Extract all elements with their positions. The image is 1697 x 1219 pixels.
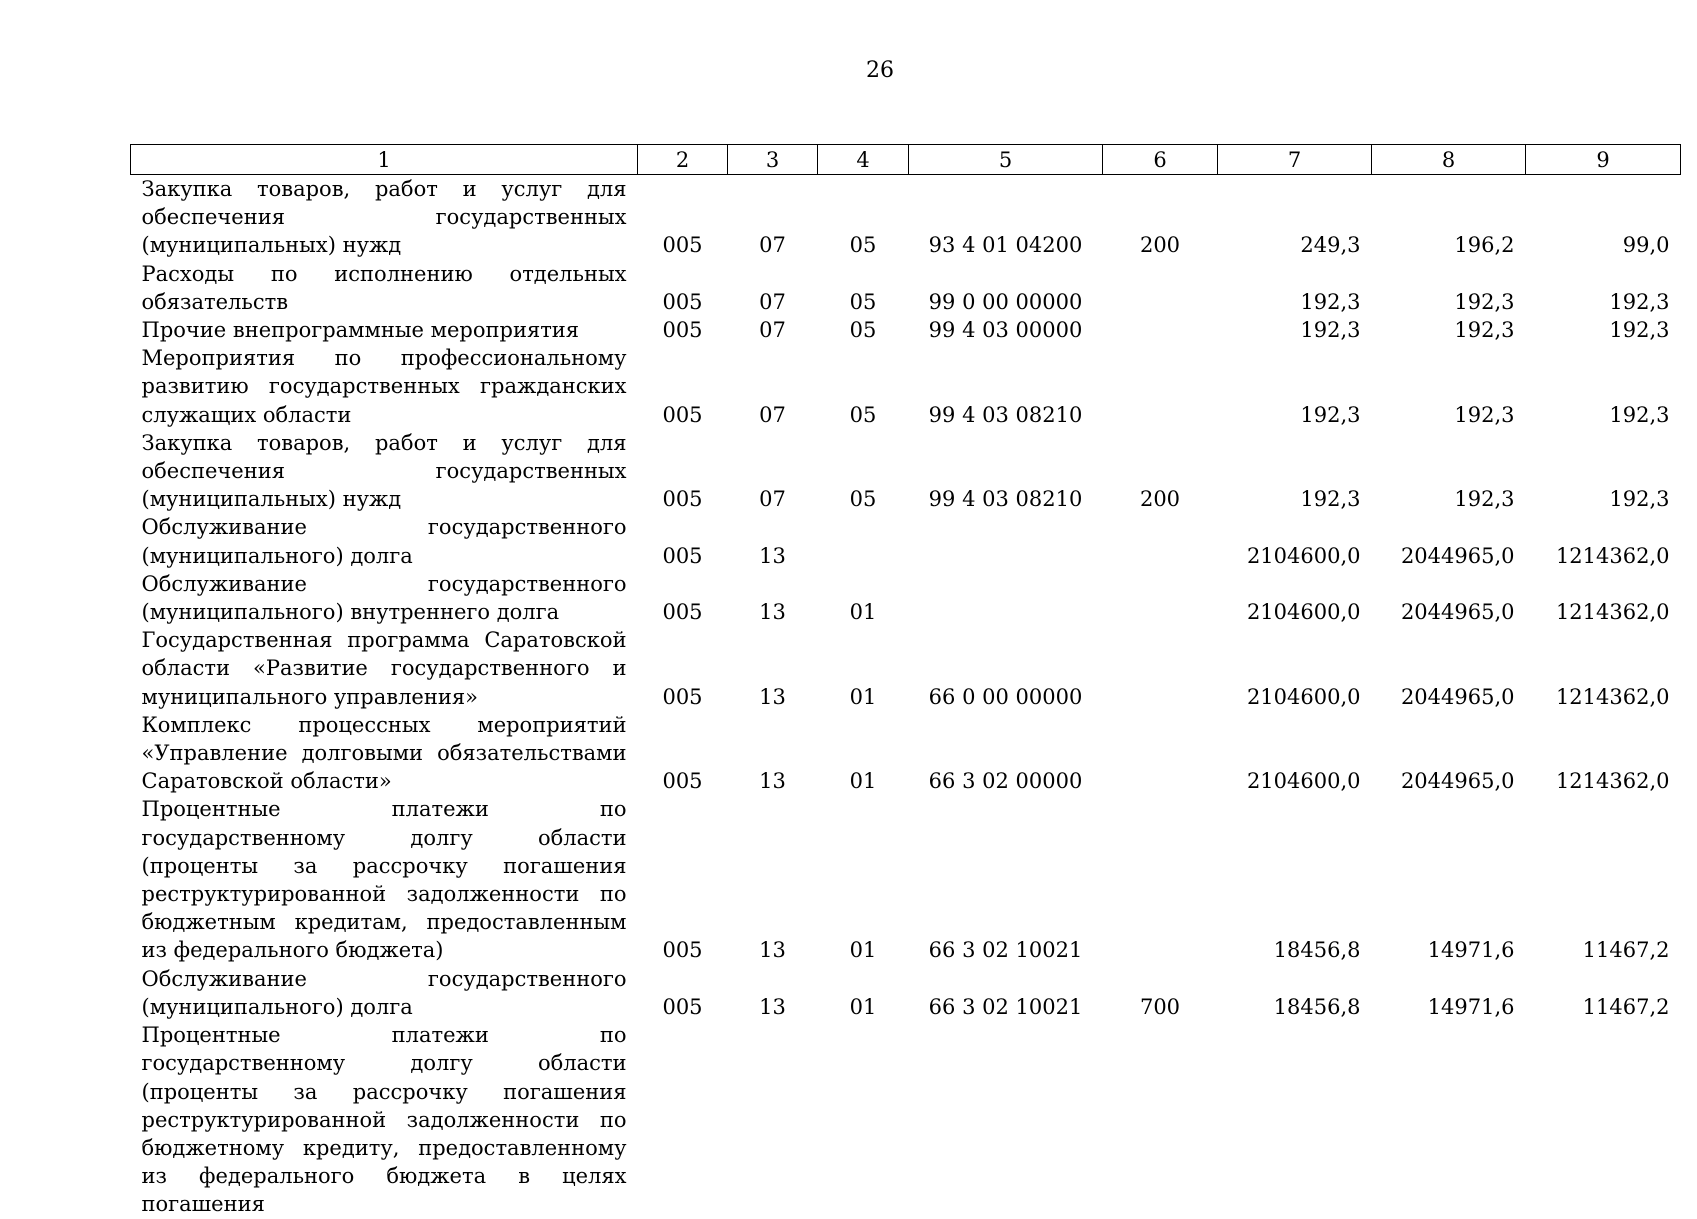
expense-type-code bbox=[1103, 316, 1218, 344]
amount-year-1: 192,3 bbox=[1300, 487, 1361, 512]
row-description: Обслуживание государственного (муниципального) долга bbox=[141, 966, 627, 1019]
ministry-code: 005 bbox=[662, 487, 703, 512]
table-row bbox=[131, 344, 1681, 429]
section-code: 07 bbox=[759, 402, 786, 427]
row-description: Процентные платежи по государственному долгу области (проценты за рассрочку погашения реструктурированной задолженности по бюджетному кредиту, предоставленному из федерального бюджета в целях погашения bbox=[141, 1023, 627, 1217]
ministry-code bbox=[638, 1021, 728, 1218]
amount-year-2: 192,3 bbox=[1454, 487, 1515, 512]
amount-year-1 bbox=[1218, 1021, 1372, 1218]
target-article-code bbox=[909, 1021, 1103, 1218]
expense-type-code bbox=[1103, 795, 1218, 964]
amount-year-2: 14971,6 bbox=[1427, 994, 1515, 1019]
page-number: 26 bbox=[866, 58, 894, 83]
ministry-code: 005 bbox=[662, 994, 703, 1019]
expense-type-code: 200 bbox=[1139, 233, 1181, 258]
amount-year-3: 1214362,0 bbox=[1555, 684, 1670, 709]
target-article-code: 66 3 02 10021 bbox=[928, 938, 1083, 963]
amount-year-1: 2104600,0 bbox=[1246, 600, 1361, 625]
target-article-code: 99 4 03 00000 bbox=[928, 318, 1083, 343]
row-description: Расходы по исполнению отдельных обязательств bbox=[141, 261, 627, 314]
amount-year-2: 192,3 bbox=[1454, 402, 1515, 427]
amount-year-2: 14971,6 bbox=[1427, 938, 1515, 963]
subsection-code: 05 bbox=[849, 402, 877, 427]
row-description: Процентные платежи по государственному долгу области (проценты за рассрочку погашения реструктурированной задолженности по бюджетным кредитам, предоставленным из федерального бюджета) bbox=[141, 797, 627, 963]
expense-type-code: 700 bbox=[1139, 994, 1181, 1019]
target-article-code: 93 4 01 04200 bbox=[928, 233, 1083, 258]
expense-type-code bbox=[1103, 513, 1218, 569]
target-article-code: 66 3 02 00000 bbox=[928, 769, 1083, 794]
ministry-code: 005 bbox=[662, 600, 703, 625]
amount-year-2: 192,3 bbox=[1454, 289, 1515, 314]
amount-year-1: 18456,8 bbox=[1273, 938, 1361, 963]
target-article-code: 99 4 03 08210 bbox=[928, 402, 1083, 427]
column-header: 1 bbox=[131, 145, 638, 175]
section-code: 07 bbox=[759, 318, 786, 343]
column-header: 2 bbox=[638, 145, 728, 175]
ministry-code: 005 bbox=[662, 289, 703, 314]
amount-year-3: 11467,2 bbox=[1582, 994, 1670, 1019]
target-article-code bbox=[909, 570, 1103, 626]
section-code: 07 bbox=[759, 487, 786, 512]
amount-year-3: 11467,2 bbox=[1582, 938, 1670, 963]
column-number-row bbox=[131, 145, 1681, 175]
amount-year-1: 192,3 bbox=[1300, 318, 1361, 343]
column-header: 7 bbox=[1218, 145, 1372, 175]
table-row bbox=[131, 795, 1681, 964]
amount-year-3: 192,3 bbox=[1609, 487, 1670, 512]
amount-year-1: 249,3 bbox=[1300, 233, 1361, 258]
table-row bbox=[131, 175, 1681, 260]
ministry-code: 005 bbox=[662, 938, 703, 963]
amount-year-2: 2044965,0 bbox=[1400, 684, 1515, 709]
table-row bbox=[131, 316, 1681, 344]
subsection-code bbox=[818, 1021, 909, 1218]
target-article-code: 66 3 02 10021 bbox=[928, 994, 1083, 1019]
row-description: Прочие внепрограммные мероприятия bbox=[141, 318, 580, 343]
amount-year-3: 99,0 bbox=[1622, 233, 1670, 258]
subsection-code: 01 bbox=[849, 994, 877, 1019]
section-code bbox=[728, 1021, 818, 1218]
amount-year-1: 2104600,0 bbox=[1246, 684, 1361, 709]
subsection-code: 05 bbox=[849, 487, 877, 512]
ministry-code: 005 bbox=[662, 684, 703, 709]
expense-type-code bbox=[1103, 344, 1218, 429]
subsection-code: 01 bbox=[849, 600, 877, 625]
amount-year-2: 2044965,0 bbox=[1400, 600, 1515, 625]
amount-year-2: 192,3 bbox=[1454, 318, 1515, 343]
amount-year-1: 192,3 bbox=[1300, 289, 1361, 314]
amount-year-2: 196,2 bbox=[1454, 233, 1515, 258]
amount-year-2 bbox=[1372, 1021, 1526, 1218]
expense-type-code: 200 bbox=[1139, 487, 1181, 512]
section-code: 13 bbox=[759, 684, 786, 709]
table-row bbox=[131, 626, 1681, 711]
ministry-code: 005 bbox=[662, 769, 703, 794]
column-header: 9 bbox=[1526, 145, 1681, 175]
amount-year-3 bbox=[1526, 1021, 1681, 1218]
subsection-code bbox=[818, 513, 909, 569]
table-row bbox=[131, 965, 1681, 1021]
section-code: 13 bbox=[759, 769, 786, 794]
ministry-code: 005 bbox=[662, 402, 703, 427]
subsection-code: 01 bbox=[849, 684, 877, 709]
column-header: 5 bbox=[909, 145, 1103, 175]
target-article-code: 99 0 00 00000 bbox=[928, 289, 1083, 314]
amount-year-1: 2104600,0 bbox=[1246, 543, 1361, 568]
target-article-code: 66 0 00 00000 bbox=[928, 684, 1083, 709]
table-row bbox=[131, 260, 1681, 316]
amount-year-2: 2044965,0 bbox=[1400, 769, 1515, 794]
expense-type-code bbox=[1103, 260, 1218, 316]
ministry-code: 005 bbox=[662, 318, 703, 343]
amount-year-3: 192,3 bbox=[1609, 318, 1670, 343]
row-description: Комплекс процессных мероприятий «Управление долговыми обязательствами Саратовской области» bbox=[141, 712, 627, 794]
row-description: Обслуживание государственного (муниципального) внутреннего долга bbox=[141, 571, 627, 625]
expense-type-code bbox=[1103, 570, 1218, 626]
expense-type-code bbox=[1103, 626, 1218, 711]
column-header: 3 bbox=[728, 145, 818, 175]
column-header: 8 bbox=[1372, 145, 1526, 175]
row-description: Обслуживание государственного (муниципального) долга bbox=[141, 515, 627, 568]
section-code: 13 bbox=[759, 543, 786, 568]
amount-year-1: 192,3 bbox=[1300, 402, 1361, 427]
table-row bbox=[131, 570, 1681, 626]
target-article-code: 99 4 03 08210 bbox=[928, 487, 1083, 512]
subsection-code: 01 bbox=[849, 938, 877, 963]
column-header: 4 bbox=[818, 145, 909, 175]
expense-type-code bbox=[1103, 711, 1218, 796]
section-code: 13 bbox=[759, 994, 786, 1019]
amount-year-3: 192,3 bbox=[1609, 289, 1670, 314]
section-code: 07 bbox=[759, 289, 786, 314]
table-row bbox=[131, 513, 1681, 569]
amount-year-3: 1214362,0 bbox=[1555, 769, 1670, 794]
amount-year-3: 1214362,0 bbox=[1555, 600, 1670, 625]
subsection-code: 05 bbox=[849, 289, 877, 314]
table-row bbox=[131, 1021, 1681, 1218]
subsection-code: 05 bbox=[849, 233, 877, 258]
table-row bbox=[131, 429, 1681, 514]
row-description: Государственная программа Саратовской области «Развитие государственного и муниципального управления» bbox=[141, 628, 627, 709]
amount-year-2: 2044965,0 bbox=[1400, 543, 1515, 568]
budget-table bbox=[130, 144, 1681, 1219]
row-description: Закупка товаров, работ и услуг для обеспечения государственных (муниципальных) нужд bbox=[141, 430, 627, 512]
subsection-code: 01 bbox=[849, 769, 877, 794]
ministry-code: 005 bbox=[662, 543, 703, 568]
section-code: 07 bbox=[759, 233, 786, 258]
expense-type-code bbox=[1103, 1021, 1218, 1218]
row-description: Мероприятия по профессиональному развитию государственных гражданских служащих области bbox=[141, 346, 627, 427]
subsection-code: 05 bbox=[849, 318, 877, 343]
ministry-code: 005 bbox=[662, 233, 703, 258]
amount-year-3: 192,3 bbox=[1609, 402, 1670, 427]
amount-year-1: 18456,8 bbox=[1273, 994, 1361, 1019]
amount-year-3: 1214362,0 bbox=[1555, 543, 1670, 568]
table-row bbox=[131, 711, 1681, 796]
amount-year-1: 2104600,0 bbox=[1246, 769, 1361, 794]
section-code: 13 bbox=[759, 600, 786, 625]
target-article-code bbox=[909, 513, 1103, 569]
row-description: Закупка товаров, работ и услуг для обеспечения государственных (муниципальных) нужд bbox=[141, 177, 627, 258]
column-header: 6 bbox=[1103, 145, 1218, 175]
section-code: 13 bbox=[759, 938, 786, 963]
